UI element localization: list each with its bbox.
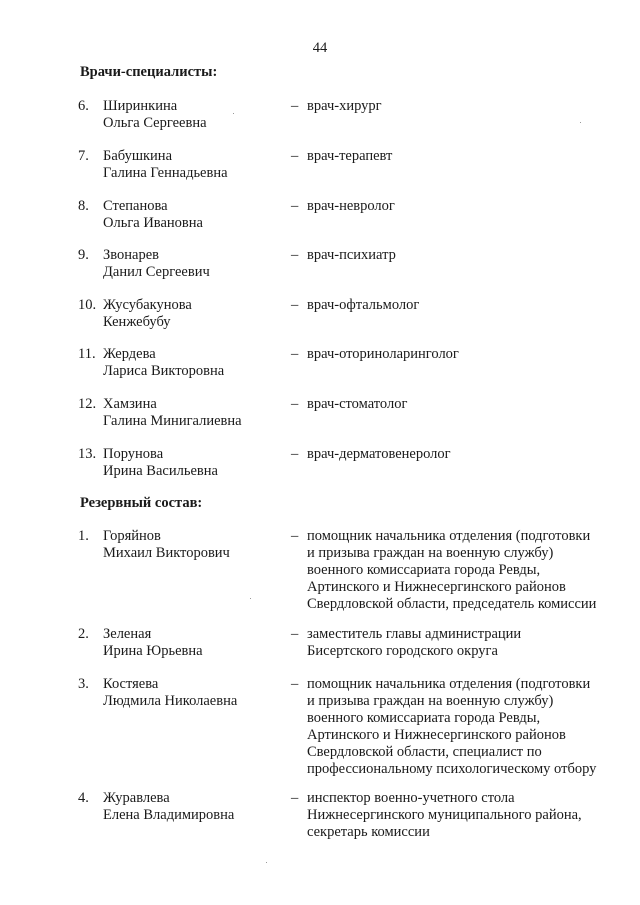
entry-number: 4. <box>78 790 89 806</box>
entry-role: врач-дерматовенеролог <box>307 446 451 462</box>
entry-role: помощник начальника отделения (подготовки и призыва граждан на военную службу) военного комиссариата города Ревды, Артинского и Нижнесергинского районов Свердловской области, председатель комиссии <box>307 528 597 612</box>
entry-dash: – <box>291 396 299 412</box>
entry-dash: – <box>291 446 299 462</box>
entry-number: 13. <box>78 446 97 462</box>
entry-number: 11. <box>78 346 96 362</box>
entry-role: врач-офтальмолог <box>307 297 420 313</box>
entry-name: Ширинкина Ольга Сергеевна <box>103 98 207 131</box>
entry-name: Бабушкина Галина Геннадьевна <box>103 148 228 181</box>
entry-number: 2. <box>78 626 89 642</box>
section-heading-reserve: Резервный состав: <box>80 495 203 511</box>
entry-dash: – <box>291 98 299 114</box>
entry-number: 1. <box>78 528 89 544</box>
scan-speck <box>233 113 234 114</box>
entry-number: 9. <box>78 247 89 263</box>
entry-number: 8. <box>78 198 89 214</box>
entry-role: врач-психиатр <box>307 247 396 263</box>
entry-dash: – <box>291 676 299 692</box>
page-number: 44 <box>312 40 328 56</box>
entry-dash: – <box>291 297 299 313</box>
entry-name: Костяева Людмила Николаевна <box>103 676 238 709</box>
entry-number: 12. <box>78 396 97 412</box>
section-heading-specialists: Врачи-специалисты: <box>80 64 218 80</box>
entry-role: врач-хирург <box>307 98 382 114</box>
entry-dash: – <box>291 528 299 544</box>
entry-name: Звонарев Данил Сергеевич <box>103 247 210 280</box>
scan-speck <box>580 122 581 123</box>
entry-number: 7. <box>78 148 89 164</box>
entry-role: врач-невролог <box>307 198 395 214</box>
entry-role: инспектор военно-учетного стола Нижнесергинского муниципального района, секретарь комиссии <box>307 790 582 840</box>
entry-role: заместитель главы администрации Бисертского городского округа <box>307 626 522 659</box>
entry-number: 6. <box>78 98 89 114</box>
entry-dash: – <box>291 247 299 263</box>
entry-role: врач-стоматолог <box>307 396 408 412</box>
entry-number: 3. <box>78 676 89 692</box>
entry-name: Жердева Лариса Викторовна <box>103 346 225 379</box>
entry-dash: – <box>291 198 299 214</box>
scan-speck <box>250 598 251 599</box>
entry-name: Жусубакунова Кенжебубу <box>103 297 192 330</box>
entry-dash: – <box>291 148 299 164</box>
entry-dash: – <box>291 790 299 806</box>
entry-number: 10. <box>78 297 97 313</box>
entry-dash: – <box>291 346 299 362</box>
entry-name: Зеленая Ирина Юрьевна <box>103 626 203 659</box>
entry-role: помощник начальника отделения (подготовки и призыва граждан на военную службу) военного комиссариата города Ревды, Артинского и Нижнесергинского районов Свердловской области, специалист по профессиональному психологическому отбору <box>307 676 597 777</box>
scan-speck <box>266 862 267 863</box>
entry-name: Журавлева Елена Владимировна <box>103 790 235 823</box>
entry-name: Степанова Ольга Ивановна <box>103 198 203 231</box>
entry-name: Горяйнов Михаил Викторович <box>103 528 230 561</box>
entry-dash: – <box>291 626 299 642</box>
entry-name: Хамзина Галина Минигалиевна <box>103 396 242 429</box>
entry-name: Порунова Ирина Васильевна <box>103 446 218 479</box>
entry-role: врач-оториноларинголог <box>307 346 459 362</box>
entry-role: врач-терапевт <box>307 148 393 164</box>
